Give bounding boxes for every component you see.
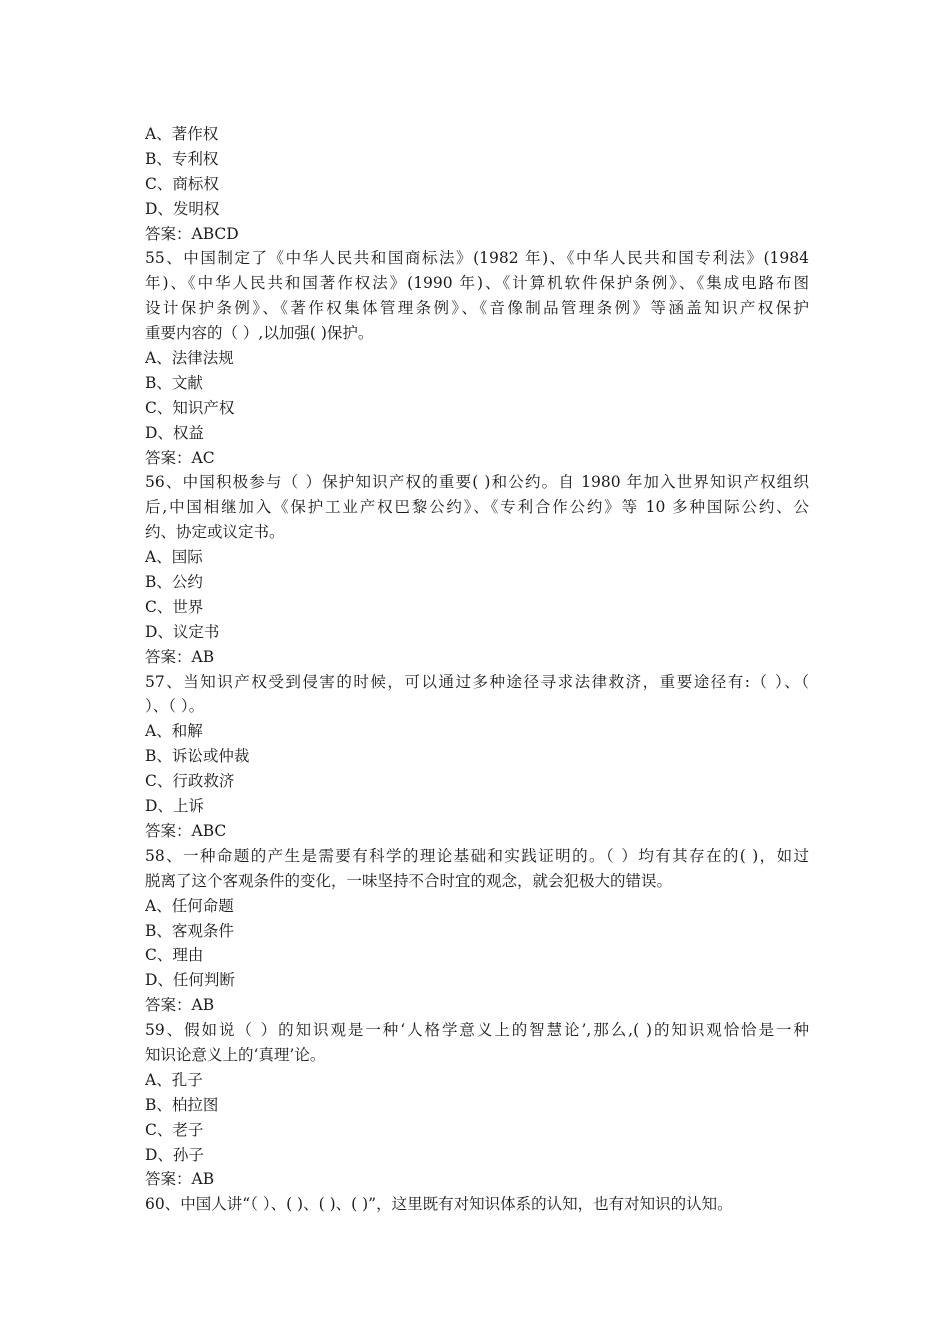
text-block [145,819,809,844]
text-line: A、和解 [145,722,203,741]
text-line: A、孔子 [145,1070,203,1089]
text-block [145,197,809,222]
text-line: D、上诉 [145,797,204,816]
text-line: C、老子 [145,1120,204,1139]
text-block [145,968,809,993]
text-line: B、公约 [145,573,203,592]
text-line: 重要内容的（ ）,以加强( )保护。 [145,324,374,343]
text-block [145,172,809,197]
text-block [145,570,809,595]
text-block [145,719,809,744]
text-line: ）、（ ）。 [145,697,205,716]
text-block [145,446,809,471]
text-line: A、任何命题 [145,896,234,915]
text-block [145,844,809,894]
text-line: 56、中国积极参与（ ）保护知识产权的重要( )和公约。自 1980 年加入世界知识产权组织 [145,473,809,492]
text-line: A、国际 [145,548,203,567]
text-block [145,1118,809,1143]
text-line: 答案：AB [145,647,215,666]
text-block [145,645,809,670]
text-block [145,769,809,794]
text-line: B、客观条件 [145,921,234,940]
text-line: 答案：AB [145,996,215,1015]
text-block [145,147,809,172]
text-block [145,620,809,645]
text-line: A、著作权 [145,125,219,143]
text-block [145,919,809,944]
text-block [145,1093,809,1118]
text-line: B、诉讼或仲裁 [145,747,250,766]
text-line: D、孙子 [145,1145,204,1164]
text-line: C、理由 [145,946,204,965]
text-line: 脱离了这个客观条件的变化，一味坚持不合时宜的观念，就会犯极大的错误。 [145,871,673,890]
text-line: 答案：ABC [145,821,227,840]
text-line: 答案：AB [145,1170,215,1189]
text-line: D、任何判断 [145,971,235,990]
document-page [145,122,809,1217]
text-line: 设计保护条例》、《著作权集体管理条例》、《音像制品管理条例》等涵盖知识产权保护 [145,299,809,318]
text-block [145,371,809,396]
text-block [145,470,809,545]
text-block [145,993,809,1018]
text-block [145,122,809,147]
text-block [145,246,809,346]
text-line: B、文献 [145,373,203,392]
text-block [145,894,809,919]
text-line: B、柏拉图 [145,1095,219,1114]
text-line: 60、中国人讲“（ ）、( )、( )、( )”，这里既有对知识体系的认知，也有对知识的认知。 [145,1195,733,1214]
text-block [145,346,809,371]
text-block [145,670,809,720]
text-line: 后,中国相继加入《保护工业产权巴黎公约》、《专利合作公约》等 10 多种国际公约、公 [145,498,809,517]
text-block [145,421,809,446]
text-block [145,1167,809,1192]
text-block [145,222,809,247]
text-block [145,744,809,769]
text-line: D、议定书 [145,622,220,641]
text-line: D、权益 [145,423,204,442]
text-line: 年)、《中华人民共和国著作权法》(1990 年)、《计算机软件保护条例》、《集成电路布图 [145,274,809,293]
text-line: 59、假如说（ ）的知识观是一种‘人格学意义上的智慧论’,那么,( )的知识观恰恰是一种 [145,1021,809,1040]
text-line: C、商标权 [145,174,219,193]
text-block [145,396,809,421]
text-block [145,595,809,620]
text-block [145,794,809,819]
text-line: C、世界 [145,597,204,616]
text-line: 知识论意义上的‘真理’论。 [145,1045,326,1064]
text-block [145,1068,809,1093]
text-line: 答案：AC [145,448,215,467]
text-block [145,943,809,968]
text-line: D、发明权 [145,199,220,218]
text-line: 答案：ABCD [145,224,239,243]
text-block [145,1018,809,1068]
text-line: 57、当知识产权受到侵害的时候，可以通过多种途径寻求法律救济，重要途径有:（ ）、（ [145,672,809,691]
text-line: 约、协定或议定书。 [145,523,285,542]
text-line: 58、一种命题的产生是需要有科学的理论基础和实践证明的。（ ）均有其存在的( )，如过 [145,846,809,865]
text-block [145,1192,809,1217]
text-line: B、专利权 [145,149,219,168]
text-block [145,545,809,570]
text-line: A、法律法规 [145,349,234,368]
text-line: C、知识产权 [145,398,235,417]
text-line: C、行政救济 [145,772,235,791]
text-line: 55、中国制定了《中华人民共和国商标法》(1982 年)、《中华人民共和国专利法》(1984 [145,249,809,268]
text-block [145,1143,809,1168]
